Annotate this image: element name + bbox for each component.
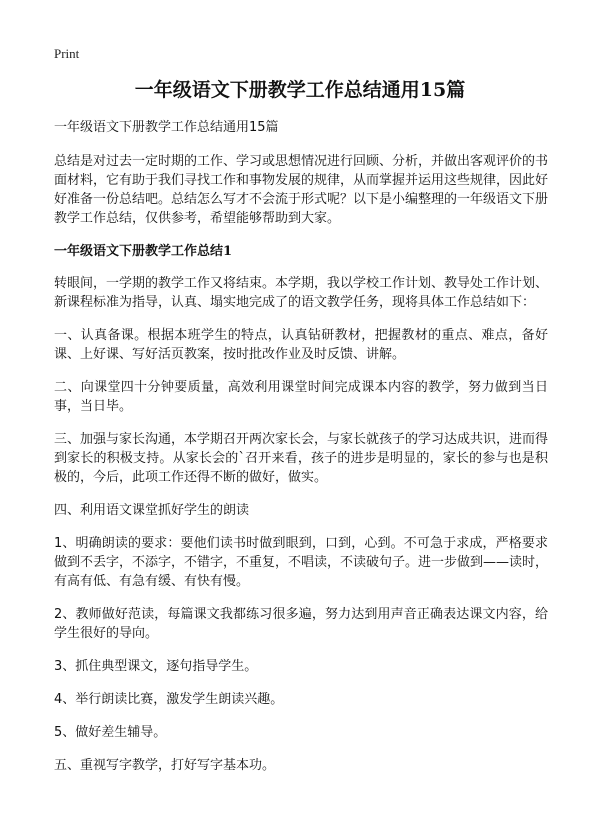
body-paragraph: 5、做好差生辅导。 [54,725,167,740]
body-paragraph: 四、利用语文课堂抓好学生的朗读 [54,503,250,518]
body-paragraph: 4、举行朗读比赛，激发学生朗读兴趣。 [54,692,284,707]
body-paragraph: 2、教师做好范读，每篇课文我都练习很多遍，努力达到用声音正确表达课文内容，给学生很好的导向。 [54,607,548,641]
document-subtitle: 一年级语文下册教学工作总结通用15篇 [54,120,279,135]
body-paragraph: 转眼间，一学期的教学工作又将结束。本学期，我以学校工作计划、教导处工作计划、新课程标准为指导，认真、塌实地完成了的语文教学任务，现将具体工作总结如下： [54,276,549,310]
document-body [54,118,548,789]
body-paragraph: 三、加强与家长沟通，本学期召开两次家长会，与家长就孩子的学习达成共识，进而得到家长的积极支持。从家长会的`召开来看，孩子的进步是明显的，家长的参与也是积极的，今后，此项工作还得不断的做好，做实。 [54,432,549,485]
body-paragraph: 1、明确朗读的要求：要他们读书时做到眼到，口到，心到。不可急于求成，严格要求做到不丢字，不添字，不错字，不重复，不唱读，不读破句子。进一步做到——读时，有高有低、有急有缓、有快有慢。 [54,536,549,589]
print-link[interactable]: Print [54,46,80,61]
intro-paragraph: 总结是对过去一定时期的工作、学习或思想情况进行回顾、分析，并做出客观评价的书面材料，它有助于我们寻找工作和事物发展的规律，从而掌握并运用这些规律，因此好好准备一份总结吧。总结怎么写才不会流于形式呢？以下是小编整理的一年级语文下册教学工作总结，仅供参考，希望能够帮助到大家。 [54,154,549,226]
section-heading: 一年级语文下册教学工作总结1 [54,244,233,259]
body-paragraph: 二、向课堂四十分钟要质量，高效利用课堂时间完成课本内容的教学，努力做到当日事，当日毕。 [54,380,548,414]
body-paragraph: 3、抓住典型课文，逐句指导学生。 [54,659,258,674]
document-title: 一年级语文下册教学工作总结通用15篇 [134,79,466,101]
body-paragraph: 五、重视写字教学，打好写字基本功。 [54,758,276,773]
body-paragraph: 一、认真备课。根据本班学生的特点，认真钻研教材，把握教材的重点、难点，备好课、上好课、写好活页教案，按时批改作业及时反馈、讲解。 [54,328,548,362]
